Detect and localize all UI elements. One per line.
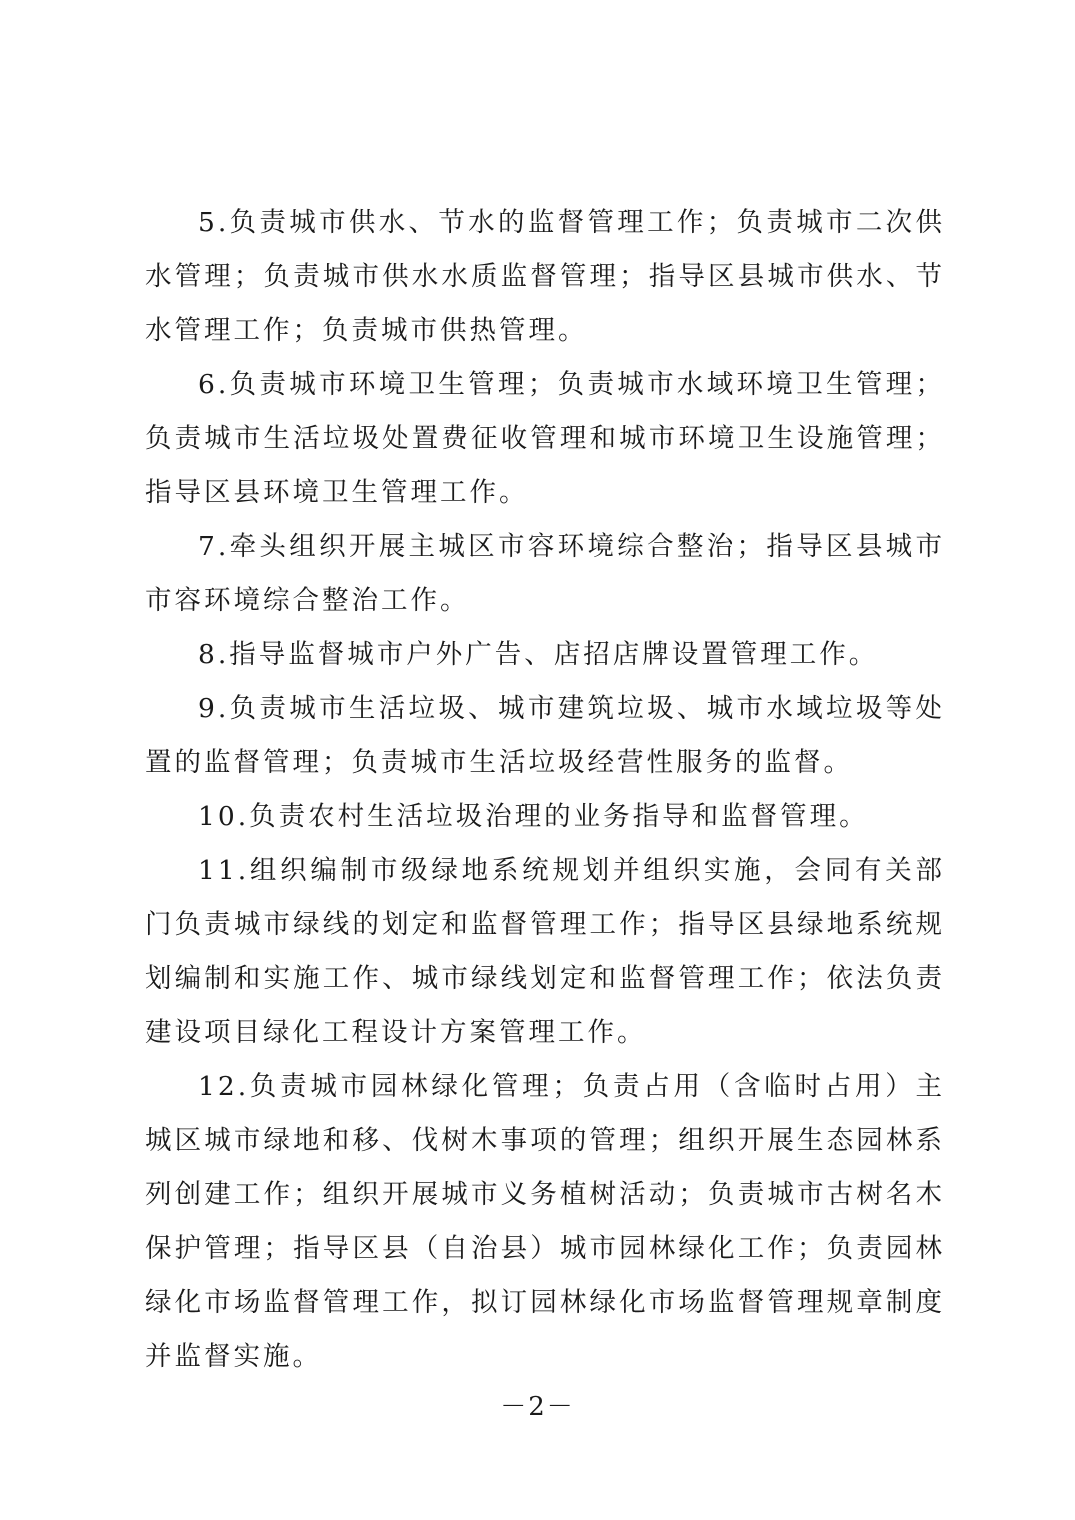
document-body [145, 196, 945, 1384]
paragraph-item-5: 5.负责城市供水、节水的监督管理工作；负责城市二次供水管理；负责城市供水水质监督管理；指导区县城市供水、节水管理工作；负责城市供热管理。 [145, 207, 945, 346]
paragraph-item-10: 10.负责农村生活垃圾治理的业务指导和监督管理。 [198, 801, 869, 832]
paragraph-item-12: 12.负责城市园林绿化管理；负责占用（含临时占用）主城区城市绿地和移、伐树木事项的管理；组织开展生态园林系列创建工作；组织开展城市义务植树活动；负责城市古树名木保护管理；指导区县（自治县）城市园林绿化工作；负责园林绿化市场监督管理工作，拟订园林绿化市场监督管理规章制度并监督实施。 [145, 1071, 945, 1372]
paragraph-item-6: 6.负责城市环境卫生管理；负责城市水域环境卫生管理；负责城市生活垃圾处置费征收管理和城市环境卫生设施管理；指导区县环境卫生管理工作。 [145, 369, 945, 508]
paragraph-item-9: 9.负责城市生活垃圾、城市建筑垃圾、城市水域垃圾等处置的监督管理；负责城市生活垃圾经营性服务的监督。 [145, 693, 945, 778]
paragraph-item-7: 7.牵头组织开展主城区市容环境综合整治；指导区县城市市容环境综合整治工作。 [145, 531, 945, 616]
paragraph-item-11: 11.组织编制市级绿地系统规划并组织实施，会同有关部门负责城市绿线的划定和监督管理工作；指导区县绿地系统规划编制和实施工作、城市绿线划定和监督管理工作；依法负责建设项目绿化工程设计方案管理工作。 [145, 855, 945, 1048]
paragraph-item-8: 8.指导监督城市户外广告、店招店牌设置管理工作。 [198, 639, 879, 670]
page-number: －2－ [500, 1392, 575, 1422]
